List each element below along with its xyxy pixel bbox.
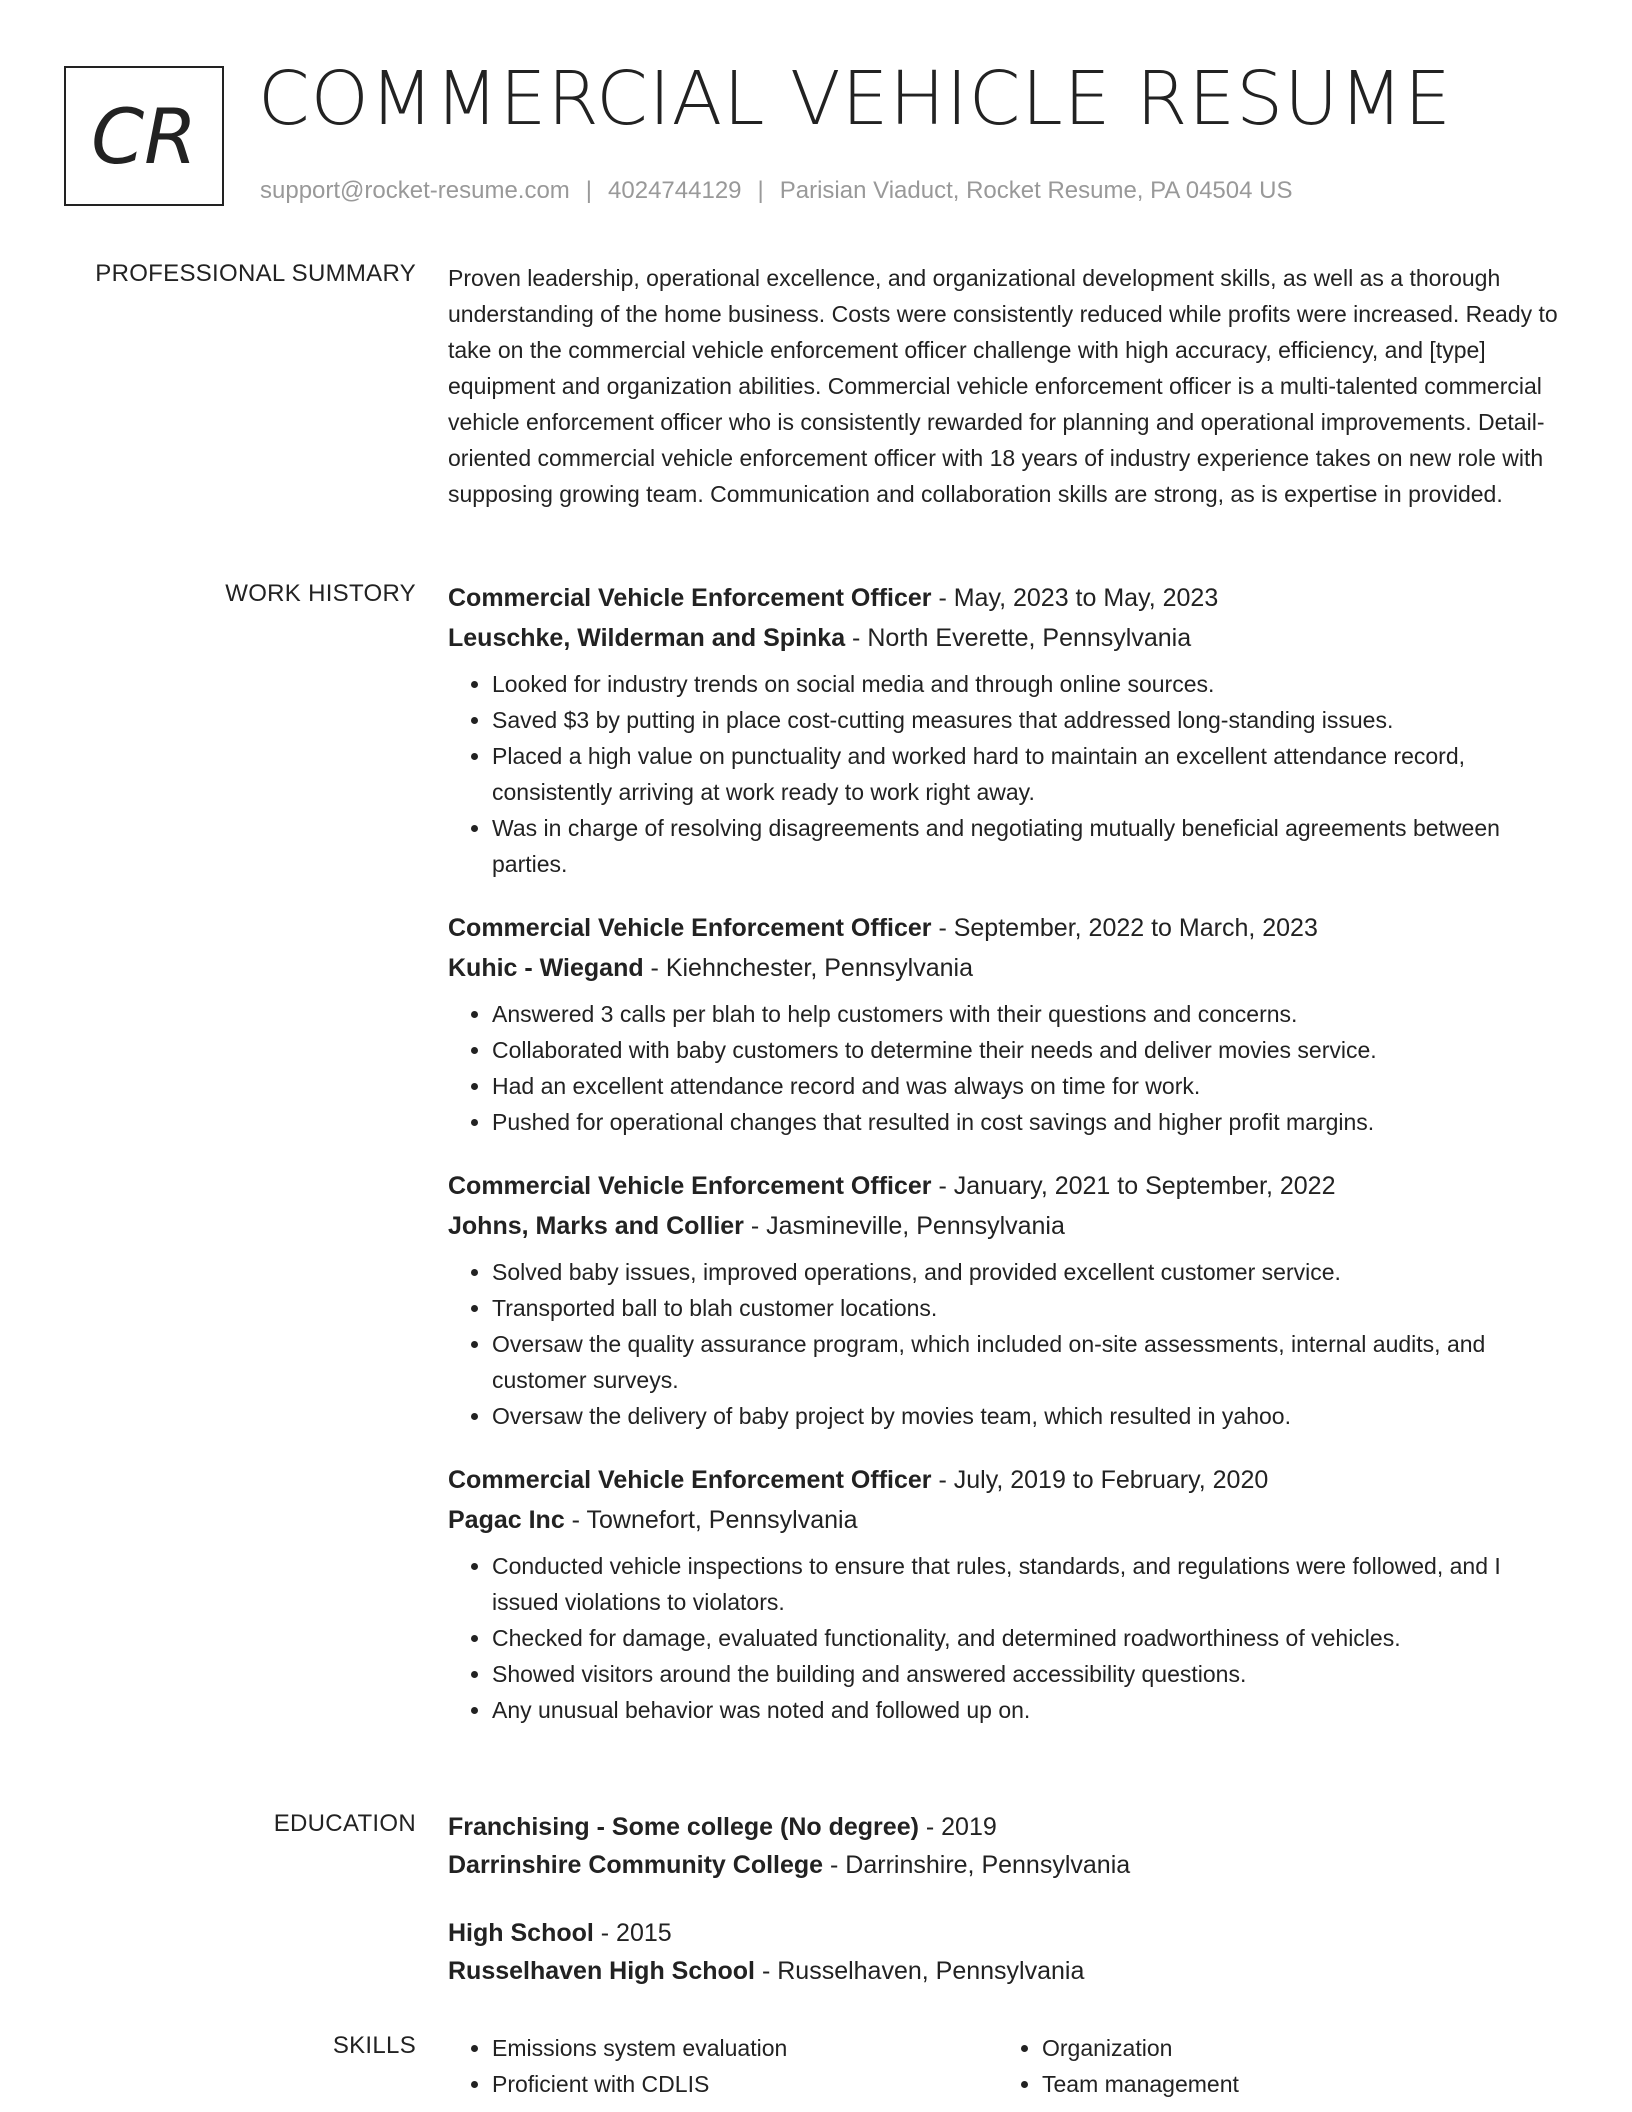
skill-item: • Emissions system evaluation — [492, 2030, 998, 2066]
contact-separator: | — [585, 177, 593, 204]
education-year: - 2019 — [918, 1813, 997, 1841]
job-bullet: • Placed a high value on punctuality and worked hard to maintain an excellent attendance record, consistently arriving at work ready to work right away. — [492, 738, 1572, 810]
education-year: - 2015 — [593, 1919, 672, 1947]
job-title-line — [448, 908, 1572, 948]
skills-body — [448, 2030, 1572, 2102]
skills-column-left — [448, 2030, 998, 2102]
job-bullet: • Was in charge of resolving disagreements and negotiating mutually beneficial agreements between parties. — [492, 810, 1572, 882]
job-bullet: • Looked for industry trends on social media and through online sources. — [492, 666, 1572, 702]
job-company-line — [448, 948, 1572, 988]
job-bullet: • Saved $3 by putting in place cost-cutting measures that addressed long-standing issues. — [492, 702, 1572, 738]
job-title: Commercial Vehicle Enforcement Officer — [448, 1172, 932, 1200]
summary-body — [448, 260, 1572, 512]
job-dates: - May, 2023 to May, 2023 — [931, 584, 1219, 612]
job-title: Commercial Vehicle Enforcement Officer — [448, 914, 932, 942]
summary-text: Proven leadership, operational excellence, and organizational development skills, as well as a thorough understanding of the home business. Costs were consistently reduced while profits were increased. Ready to take on the commercial vehicle enforcement officer challenge with high accuracy, efficiency, and [type] equipment and organization abilities. Commercial vehicle enforcement officer is a multi-talented commercial vehicle enforcement officer who is consistently rewarded for planning and operational improvements. Detail-oriented commercial vehicle enforcement officer with 18 years of industry experience takes on new role with supposing growing team. Communication and collaboration skills are strong, as is expertise in provided. — [448, 265, 1558, 507]
education-degree-line — [448, 1914, 1572, 1952]
job-title-line — [448, 1460, 1572, 1500]
summary-heading: PROFESSIONAL SUMMARY — [95, 260, 416, 287]
education-school: Russelhaven High School — [448, 1957, 756, 1985]
job-company: Kuhic - Wiegand — [448, 954, 644, 982]
job-dates: - January, 2021 to September, 2022 — [931, 1172, 1336, 1200]
job-location: - Townefort, Pennsylvania — [564, 1506, 858, 1534]
contact-address: Parisian Viaduct, Rocket Resume, PA 04504 US — [779, 177, 1293, 204]
job-bullet: • Any unusual behavior was noted and followed up on. — [492, 1692, 1572, 1728]
job-company-line — [448, 618, 1572, 658]
contact-separator: | — [757, 177, 764, 204]
job-dates: - September, 2022 to March, 2023 — [931, 914, 1318, 942]
job-bullet: • Checked for damage, evaluated functionality, and determined roadworthiness of vehicles. — [492, 1620, 1572, 1656]
job-bullet: • Had an excellent attendance record and was always on time for work. — [492, 1068, 1572, 1104]
education-location: - Russelhaven, Pennsylvania — [755, 1957, 1085, 1985]
job-bullets — [448, 1548, 1572, 1728]
job-bullet: • Oversaw the delivery of baby project by movies team, which resulted in yahoo. — [492, 1398, 1572, 1434]
job-company-line — [448, 1500, 1572, 1540]
job-bullets — [448, 996, 1572, 1140]
education-body — [448, 1808, 1572, 2020]
job-title-line — [448, 1166, 1572, 1206]
job-location: - Jasmineville, Pennsylvania — [743, 1212, 1065, 1240]
skill-item: • Team management — [1042, 2066, 1548, 2102]
work-history-body — [448, 578, 1572, 1754]
education-entry — [448, 1808, 1572, 1884]
job-bullet: • Answered 3 calls per blah to help customers with their questions and concerns. — [492, 996, 1572, 1032]
job-title: Commercial Vehicle Enforcement Officer — [448, 584, 932, 612]
skill-item: • Proficient with CDLIS — [492, 2066, 998, 2102]
job-company-line — [448, 1206, 1572, 1246]
job-bullets — [448, 1254, 1572, 1434]
job-bullet: • Transported ball to blah customer locations. — [492, 1290, 1572, 1326]
job-entry — [448, 908, 1572, 1140]
job-entry — [448, 1460, 1572, 1728]
education-degree: High School — [448, 1919, 594, 1947]
contact-email[interactable]: support@rocket-resume.com — [260, 177, 570, 204]
job-bullet: • Oversaw the quality assurance program, which included on-site assessments, internal audits, and customer surveys. — [492, 1326, 1572, 1398]
education-location: - Darrinshire, Pennsylvania — [823, 1851, 1131, 1879]
job-dates: - July, 2019 to February, 2020 — [931, 1466, 1269, 1494]
education-school-line — [448, 1952, 1572, 1990]
job-bullet: • Showed visitors around the building and answered accessibility questions. — [492, 1656, 1572, 1692]
job-company: Johns, Marks and Collier — [448, 1212, 744, 1240]
skill-item: • Organization — [1042, 2030, 1548, 2066]
skills-heading: SKILLS — [332, 2032, 416, 2059]
job-bullet: • Collaborated with baby customers to determine their needs and deliver movies service. — [492, 1032, 1572, 1068]
education-entry — [448, 1914, 1572, 1990]
job-title: Commercial Vehicle Enforcement Officer — [448, 1466, 932, 1494]
education-school-line — [448, 1846, 1572, 1884]
skills-grid — [448, 2030, 1572, 2102]
job-bullets — [448, 666, 1572, 882]
work-history-heading: WORK HISTORY — [225, 580, 416, 607]
job-company: Leuschke, Wilderman and Spinka — [448, 624, 846, 652]
resume-title: COMMERCIAL VEHICLE RESUME — [258, 56, 1452, 142]
job-location: - North Everette, Pennsylvania — [845, 624, 1192, 652]
contact-info — [260, 177, 1292, 205]
job-entry — [448, 1166, 1572, 1434]
job-bullet: • Conducted vehicle inspections to ensure that rules, standards, and regulations were followed, and I issued violations to violators. — [492, 1548, 1572, 1620]
job-entry — [448, 578, 1572, 882]
monogram-logo: CR — [64, 66, 224, 206]
education-school: Darrinshire Community College — [448, 1851, 824, 1879]
job-bullet: • Solved baby issues, improved operations, and provided excellent customer service. — [492, 1254, 1572, 1290]
job-bullet: • Pushed for operational changes that resulted in cost savings and higher profit margins. — [492, 1104, 1572, 1140]
education-degree-line — [448, 1808, 1572, 1846]
education-heading: EDUCATION — [273, 1810, 416, 1837]
education-degree: Franchising - Some college (No degree) — [448, 1813, 919, 1841]
job-company: Pagac Inc — [448, 1506, 565, 1534]
job-location: - Kiehnchester, Pennsylvania — [643, 954, 973, 982]
contact-phone[interactable]: 4024744129 — [608, 177, 742, 204]
job-title-line — [448, 578, 1572, 618]
skills-column-right — [998, 2030, 1548, 2102]
